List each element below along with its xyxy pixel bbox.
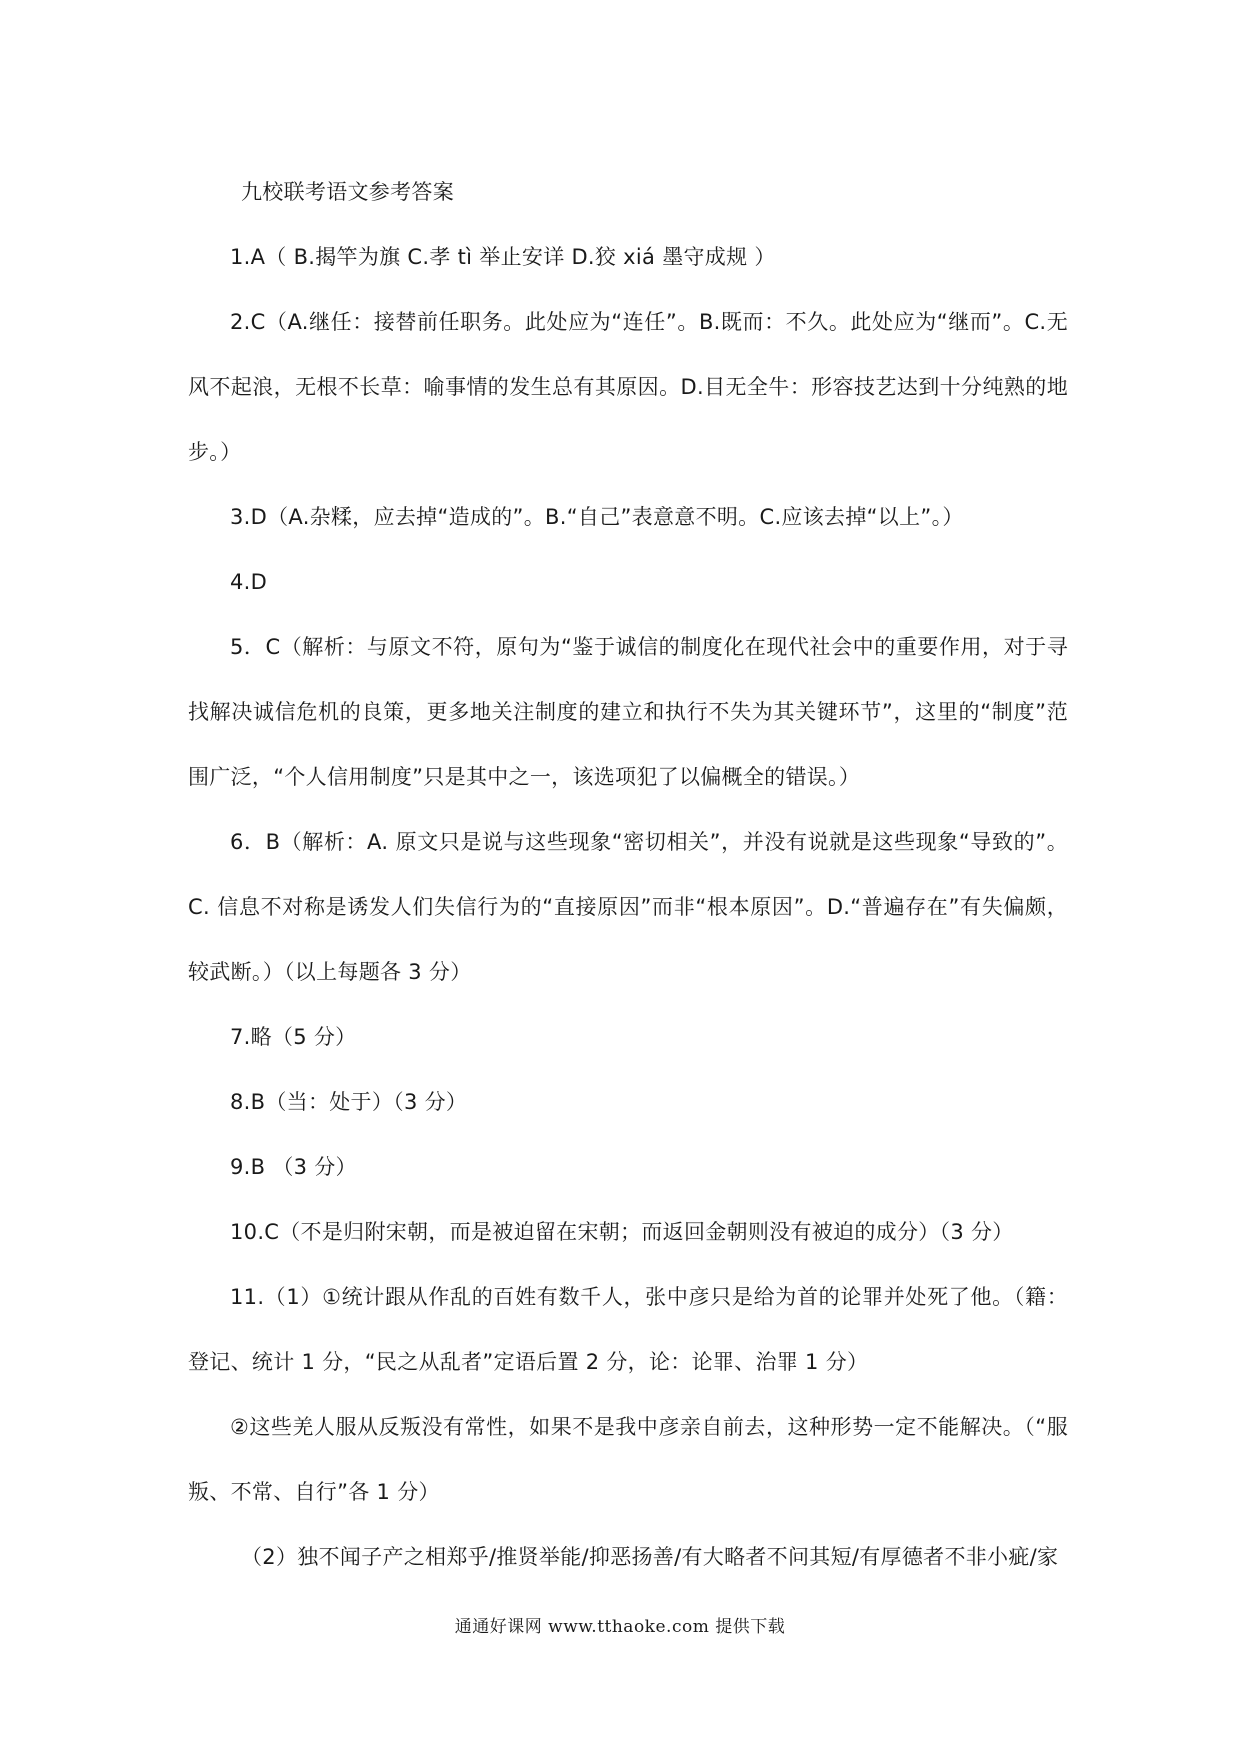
answer-7: 7.略（5 分） <box>230 1025 357 1049</box>
answer-9: 9.B （3 分） <box>230 1155 357 1179</box>
answer-3: 3.D（A.杂糅，应去掉“造成的”。B.“自己”表意意不明。C.应该去掉“以上”。） <box>230 505 964 529</box>
answer-4: 4.D <box>230 570 268 594</box>
footer-download-note: 通通好课网 www.tthaoke.com 提供下载 <box>454 1617 786 1637</box>
answer-5: 5．C（解析：与原文不符，原句为“鉴于诚信的制度化在现代社会中的重要作用，对于寻找解决诚信危机的良策，更多地关注制度的建立和执行不失为其关键环节”，这里的“制度”范围广泛，“个人信用制度”只是其中之一，该选项犯了以偏概全的错误。） <box>188 635 1068 789</box>
answer-1: 1.A（ B.揭竿为旗 C.孝 tì 举止安详 D.狡 xiá 墨守成规 ） <box>230 245 776 269</box>
answer-10: 10.C（不是归附宋朝，而是被迫留在宋朝；而返回金朝则没有被迫的成分）（3 分） <box>230 1220 1014 1244</box>
answer-11-1-2: ②这些羌人服从反叛没有常性，如果不是我中彦亲自前去，这种形势一定不能解决。（“服叛、不常、自行”各 1 分） <box>188 1415 1068 1504</box>
document-title: 九校联考语文参考答案 <box>241 180 454 204</box>
answer-11-1: 11.（1）①统计跟从作乱的百姓有数千人，张中彦只是给为首的论罪并处死了他。（籍：登记、统计 1 分，“民之从乱者”定语后置 2 分，论：论罪、治罪 1 分） <box>188 1285 1068 1374</box>
document-body <box>188 160 1068 1590</box>
answer-11-2: （2）独不闻子产之相郑乎/推贤举能/抑恶扬善/有大略者不问其短/有厚德者不非小疵/家 <box>241 1545 1059 1569</box>
answer-6: 6．B（解析：A. 原文只是说与这些现象“密切相关”，并没有说就是这些现象“导致的”。C. 信息不对称是诱发人们失信行为的“直接原因”而非“根本原因”。D.“普遍存在”有失偏颇，较武断。）（以上每题各 3 分） <box>188 830 1068 984</box>
answer-2: 2.C（A.继任：接替前任职务。此处应为“连任”。B.既而：不久。此处应为“继而”。C.无风不起浪，无根不长草：喻事情的发生总有其原因。D.目无全牛：形容技艺达到十分纯熟的地步。） <box>188 310 1068 464</box>
answer-8: 8.B（当：处于）（3 分） <box>230 1090 468 1114</box>
